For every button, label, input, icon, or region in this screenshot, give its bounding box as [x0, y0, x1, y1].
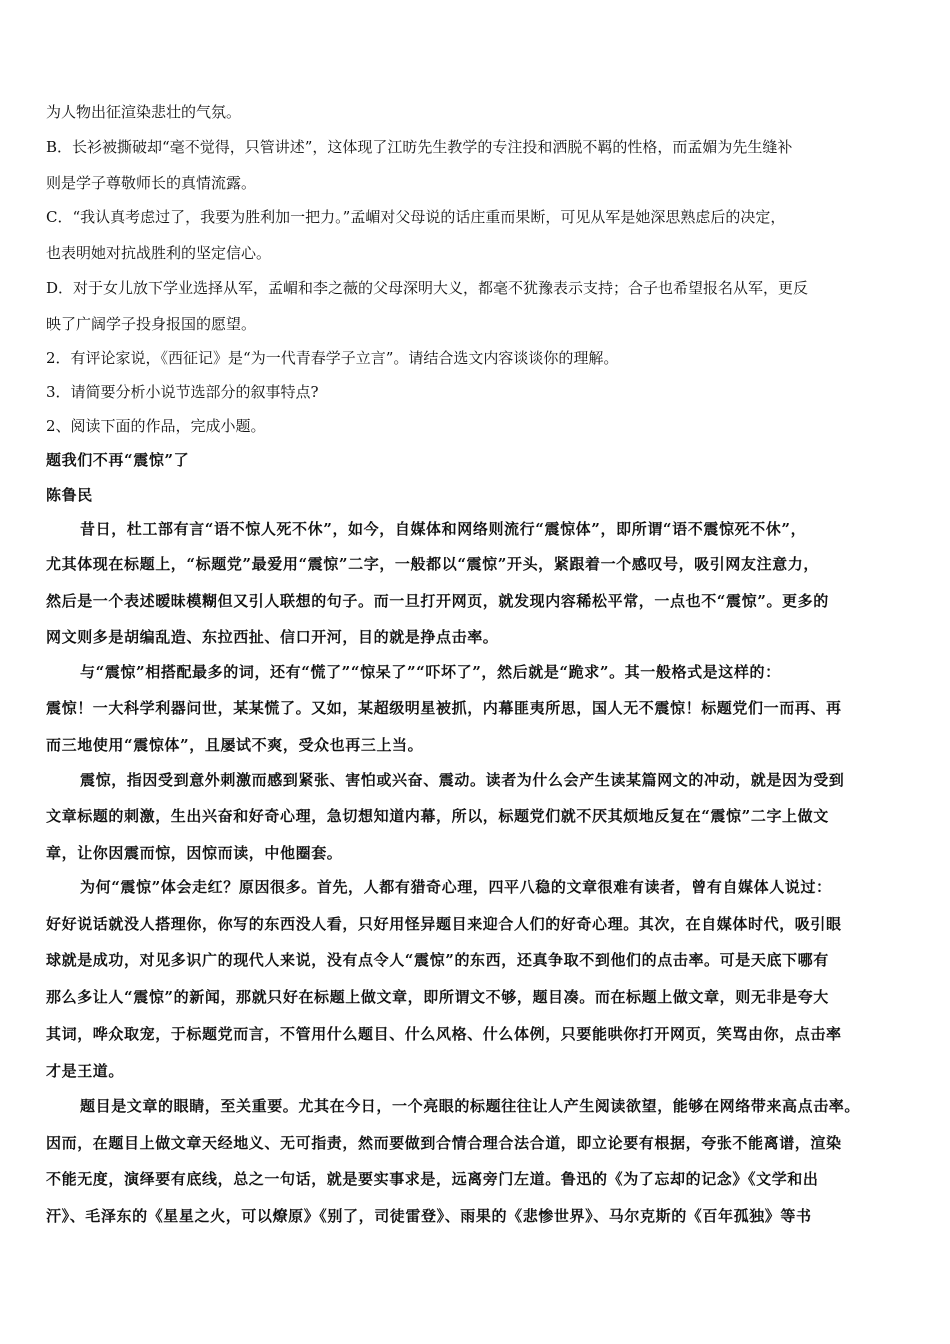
- paragraph-line: 其词，哗众取宠，于标题党而言，不管用什么题目、什么风格、什么体例，只要能哄你打开网页，笑骂由你，点击率: [46, 1025, 842, 1043]
- paragraph-line: 不能无度，演绎要有底线，总之一句话，就是要实事求是，远离旁门左道。鲁迅的《为了忘却的记念》《文学和出: [46, 1170, 819, 1188]
- paragraph-line: 才是王道。: [46, 1062, 125, 1080]
- paragraph-line: 章，让你因震而惊，因惊而读，中他圈套。: [46, 844, 343, 862]
- option-b: B．长衫被撕破却“毫不觉得，只管讲述”，这体现了江昉先生教学的专注投和洒脱不羁的性格，而孟媚为先生缝补: [46, 138, 793, 156]
- option-d-continuation: 映了广阔学子投身报国的愿望。: [46, 315, 257, 333]
- paragraph-line: 尤其体现在标题上，“标题党”最爱用“震惊”二字，一般都以“震惊”开头，紧跟着一个感叹号，吸引网友注意力，: [46, 555, 819, 573]
- question-3: 3．请简要分析小说节选部分的叙事特点?: [46, 383, 319, 401]
- paragraph-line: 昔日，杜工部有言“语不惊人死不休”，如今，自媒体和网络则流行“震惊体”，即所谓“语不震惊死不休”，: [80, 520, 807, 538]
- paragraph-line: 为何“震惊”体会走红？原因很多。首先，人都有猎奇心理，四平八稳的文章很难有读者，曾有自媒体人说过：: [80, 878, 832, 896]
- option-c: C．“我认真考虑过了，我要为胜利加一把力。”孟嵋对父母说的话庄重而果断，可见从军是她深思熟虑后的决定，: [46, 208, 786, 226]
- reading-instruction: 2、阅读下面的作品，完成小题。: [46, 417, 266, 435]
- paragraph-line: 震惊，指因受到意外刺激而感到紧张、害怕或兴奋、震动。读者为什么会产生读某篇网文的冲动，就是因为受到: [80, 771, 845, 789]
- paragraph-line: 文章标题的刺激，生出兴奋和好奇心理，急切想知道内幕，所以，标题党们就不厌其烦地反复在“震惊”二字上做文: [46, 807, 829, 825]
- paragraph-line: 因而，在题目上做文章天经地义、无可指责，然而要做到合情合理合法合道，即立论要有根据，夸张不能离谱，渲染: [46, 1134, 842, 1152]
- article-author: 陈鲁民: [46, 486, 93, 504]
- option-c-continuation: 也表明她对抗战胜利的坚定信心。: [46, 244, 272, 262]
- paragraph-line: 与“震惊”相搭配最多的词，还有“慌了”“惊呆了”“吓坏了”，然后就是“跪求”。其一般格式是这样的：: [80, 663, 781, 681]
- option-b-continuation: 则是学子尊敬师长的真情流露。: [46, 174, 257, 192]
- option-a-continuation: 为人物出征渲染悲壮的气氛。: [46, 103, 242, 121]
- paragraph-line: 球就是成功，对见多识广的现代人来说，没有点令人“震惊”的东西，还真争取不到他们的点击率。可是天底下哪有: [46, 951, 829, 969]
- paragraph-line: 网文则多是胡编乱造、东拉西扯、信口开河，目的就是挣点击率。: [46, 628, 499, 646]
- article-title: 题我们不再“震惊”了: [46, 451, 190, 469]
- paragraph-line: 震惊！一大科学利器问世，某某慌了。又如，某超级明星被抓，内幕匪夷所思，国人无不震惊！标题党们一而再、再: [46, 699, 842, 717]
- question-2: 2．有评论家说，《西征记》是“为一代青春学子立言”。请结合选文内容谈谈你的理解。: [46, 349, 619, 367]
- paragraph-line: 题目是文章的眼睛，至关重要。尤其在今日，一个亮眼的标题往往让人产生阅读欲望，能够在网络带来高点击率。: [80, 1097, 861, 1115]
- paragraph-line: 然后是一个表述暧昧模糊但又引人联想的句子。而一旦打开网页，就发现内容稀松平常，一点也不“震惊”。更多的: [46, 592, 829, 610]
- option-d: D．对于女儿放下学业选择从军，孟嵋和李之薇的父母深明大义，都毫不犹豫表示支持；合子也希望报名从军，更反: [46, 279, 809, 297]
- paragraph-line: 那么多让人“震惊”的新闻，那就只好在标题上做文章，即所谓文不够，题目凑。而在标题上做文章，则无非是夸大: [46, 988, 829, 1006]
- paragraph-line: 好好说话就没人搭理你，你写的东西没人看，只好用怪异题目来迎合人们的好奇心理。其次，在自媒体时代，吸引眼: [46, 915, 842, 933]
- paragraph-line: 汗》、毛泽东的《星星之火，可以燎原》《别了，司徒雷登》、雨果的《悲惨世界》、马尔克斯的《百年孤独》等书: [46, 1207, 812, 1225]
- paragraph-line: 而三地使用“震惊体”，且屡试不爽，受众也再三上当。: [46, 736, 424, 754]
